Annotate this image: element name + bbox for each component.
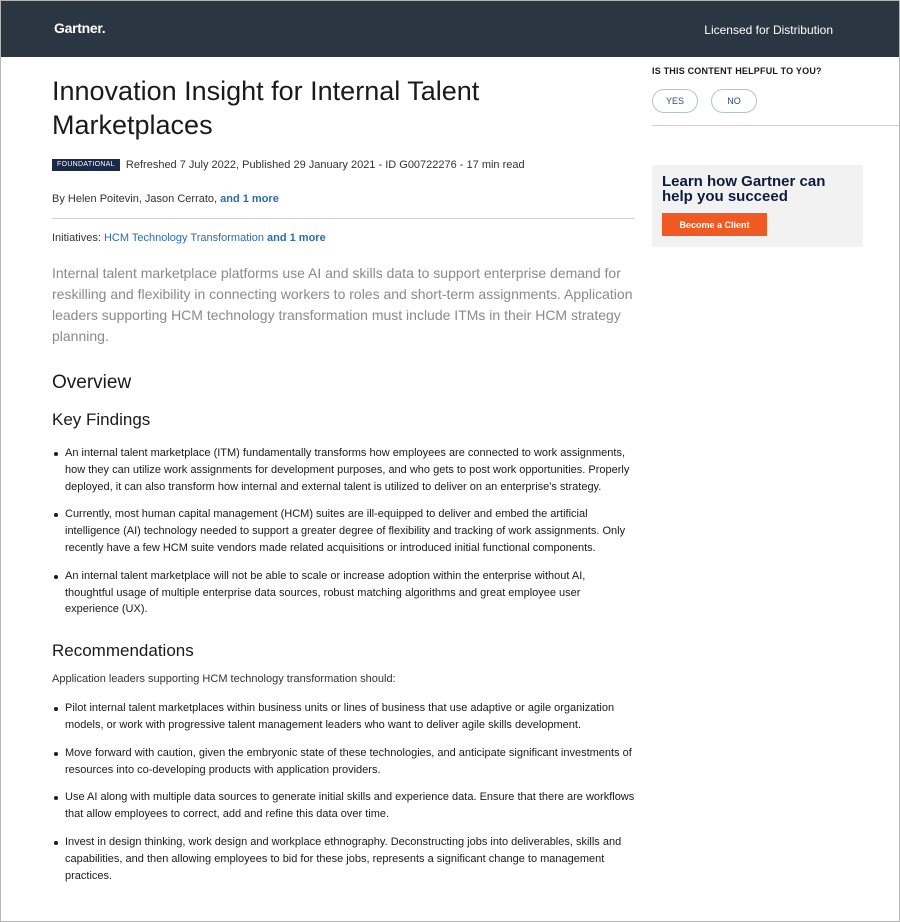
page-title: Innovation Insight for Internal Talent Marketplaces (52, 76, 480, 140)
helpful-question: IS THIS CONTENT HELPFUL TO YOU? (652, 66, 822, 76)
top-bar (0, 0, 900, 57)
list-item: An internal talent marketplace will not be able to scale or increase adoption within the enterprise without AI, thoughtful usage of multiple enterprise data sources, robust matching algorithms and great employee user experience (UX). (52, 568, 635, 618)
article-meta (52, 158, 635, 172)
article-summary: Internal talent marketplace platforms use AI and skills data to support enterprise demand for reskilling and flexibility in connecting workers to roles and short-term assignments. Application leaders supporting HCM technology transformation must include ITMs in their HCM strategy planning. (52, 265, 633, 344)
list-item: Move forward with caution, given the embryonic state of these technologies, and anticipate significant investments of resources into co-developing products with application providers. (52, 745, 635, 779)
initiatives (52, 232, 635, 244)
key-findings-heading: Key Findings (52, 410, 151, 429)
promo-title: Learn how Gartner can help you succeed (662, 173, 826, 205)
initiatives-more-link[interactable]: and 1 more (263, 232, 326, 244)
bullet-icon (54, 752, 58, 756)
divider (52, 218, 635, 219)
list-item: Currently, most human capital management (HCM) suites are ill-equipped to deliver and embed the artificial intelligence (AI) technology needed to support a greater degree of flexibility and tracking of work assignments. Only recently have a few HCM suite vendors made related acquisitions or introduced initial functional components. (52, 506, 635, 556)
promo-box (652, 165, 863, 247)
meta-text: Refreshed 7 July 2022, Published 29 January 2021 - ID G00722276 - 17 min read (125, 159, 525, 171)
vote-buttons (652, 89, 900, 113)
gartner-logo[interactable]: Gartner. (54, 20, 106, 36)
list-item: An internal talent marketplace (ITM) fundamentally transforms how employees are connected to work assignments, how they can utilize work assignments for development purposes, and who gets to post work opportunities. Properly deployed, it can also transform how internal and external talent is utilized to deliver on an enterprise's strategy. (52, 445, 635, 495)
list-item: Pilot internal talent marketplaces within business units or lines of business that use adaptive or agile organization models, or work with progressive talent management leaders who want to deliver agile skills development. (52, 700, 635, 734)
no-button[interactable]: NO (711, 89, 757, 113)
authors-text: By Helen Poitevin, Jason Cerrato, (52, 193, 221, 205)
recommendations-intro: Application leaders supporting HCM technology transformation should: (52, 673, 396, 686)
bullet-icon (54, 513, 58, 517)
overview-heading: Overview (52, 372, 132, 393)
key-findings-list (52, 445, 635, 618)
licensed-label: Licensed for Distribution (704, 23, 833, 37)
become-client-button[interactable]: Become a Client (662, 213, 767, 236)
sidebar (652, 57, 900, 247)
list-item: Invest in design thinking, work design and workplace ethnography. Deconstructing jobs into deliverables, skills and capabilities, and then allowing employees to bid for these jobs, represents a significant change to management practices. (52, 834, 635, 884)
initiatives-label: Initiatives: (52, 232, 104, 244)
foundational-badge: FOUNDATIONAL (52, 159, 120, 171)
sidebar-divider (652, 125, 900, 126)
list-item: Use AI along with multiple data sources to generate initial skills and experience data. Ensure that there are workflows that allow employees to correct, add and refine this data over time. (52, 789, 635, 823)
initiative-link[interactable]: HCM Technology Transformation (103, 232, 264, 244)
recommendations-list (52, 700, 635, 884)
authors-more-link[interactable]: and 1 more (220, 193, 279, 205)
bullet-icon (54, 841, 58, 845)
authors (52, 193, 635, 205)
article-main (52, 57, 635, 895)
recommendations-heading: Recommendations (52, 641, 194, 661)
bullet-icon (54, 575, 58, 579)
yes-button[interactable]: YES (652, 89, 698, 113)
bullet-icon (54, 796, 58, 800)
bullet-icon (54, 452, 58, 456)
bullet-icon (54, 707, 58, 711)
